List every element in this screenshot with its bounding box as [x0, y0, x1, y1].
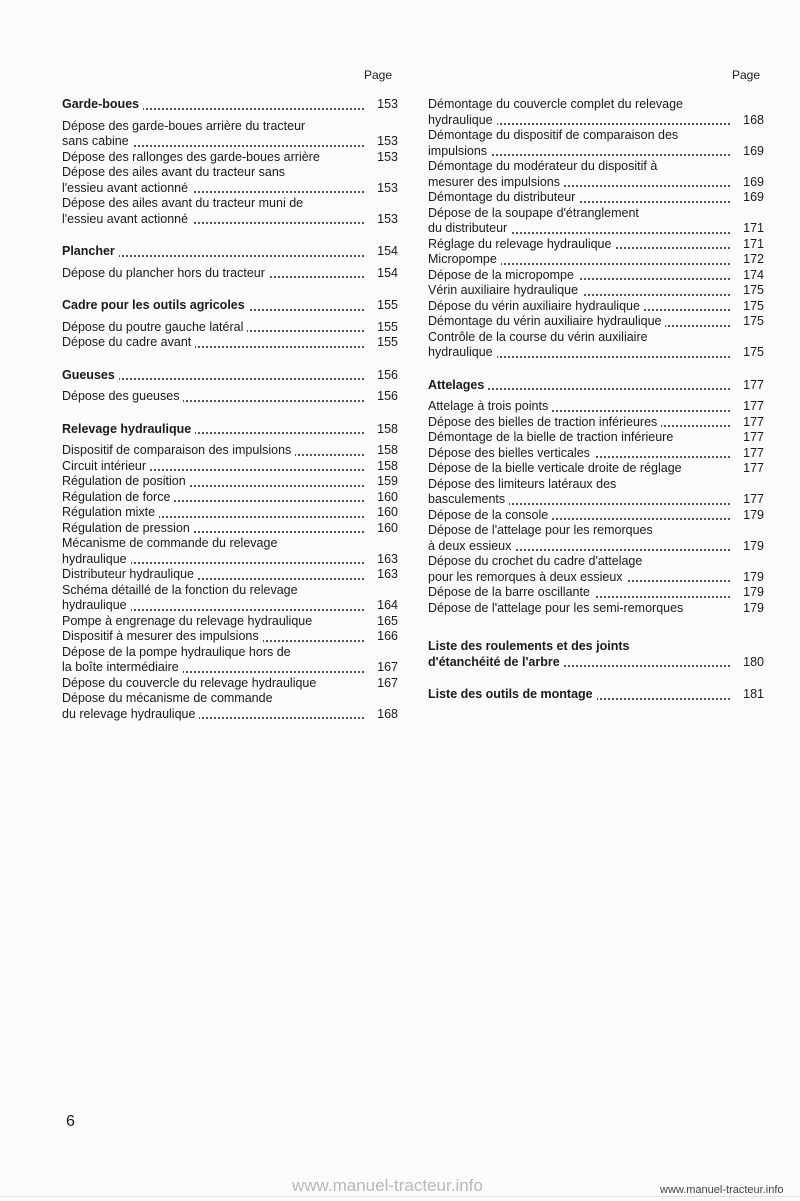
toc-entry-text: Démontage du distributeur — [428, 190, 579, 204]
toc-section-heading — [62, 422, 398, 438]
toc-entry-page: 177 — [743, 430, 764, 444]
toc-entry — [428, 221, 764, 237]
toc-entry — [62, 443, 398, 459]
toc-entry-text: Dépose des garde-boues arrière du tracteur — [62, 119, 309, 133]
toc-entry-text: Régulation mixte — [62, 505, 159, 519]
page-number: 6 — [66, 1113, 75, 1130]
toc-entry-text: hydraulique — [428, 345, 497, 359]
toc-entry-text: Dépose de la pompe hydraulique hors de — [62, 645, 295, 659]
toc-entry — [62, 567, 398, 583]
toc-entry-page: 174 — [743, 267, 764, 282]
toc-entry-page: 153 — [377, 180, 398, 195]
toc-entry-page: 160 — [377, 489, 398, 504]
toc-entry-page: 155 — [377, 319, 398, 334]
toc-entry-page: 156 — [377, 367, 398, 382]
toc-entry-text: Démontage du modérateur du dispositif à — [428, 159, 661, 173]
toc-entry-title — [62, 196, 364, 212]
toc-entry-text: Dispositif à mesurer des impulsions — [62, 629, 263, 643]
toc-entry-text: Régulation de position — [62, 474, 190, 488]
toc-entry-page: 175 — [743, 298, 764, 313]
toc-entry-text: Relevage hydraulique — [62, 422, 195, 436]
toc-entry-title — [428, 477, 730, 493]
toc-entry-title — [428, 268, 730, 284]
toc-entry-text: Mécanisme de commande du relevage — [62, 536, 281, 550]
toc-section-heading — [62, 368, 398, 384]
toc-section-heading — [428, 687, 764, 703]
toc-entry-text: Garde-boues — [62, 97, 143, 111]
toc-entry-title — [62, 165, 364, 181]
toc-entry — [428, 206, 764, 222]
toc-entry-text: d'étanchéité de l'arbre — [428, 655, 564, 669]
toc-entry-page: 169 — [743, 174, 764, 189]
toc-entry-title — [62, 536, 364, 552]
toc-entry-text: hydraulique — [62, 552, 131, 566]
toc-entry — [428, 539, 764, 555]
toc-entry-page: 168 — [743, 112, 764, 127]
toc-entry-title — [428, 97, 730, 113]
toc-entry-page: 172 — [743, 252, 764, 266]
toc-entry — [428, 113, 764, 129]
toc-left-entries — [62, 97, 398, 722]
toc-section-heading — [428, 639, 764, 655]
toc-entry — [62, 536, 398, 552]
toc-entry-page: 163 — [377, 551, 398, 566]
toc-entry-text: Vérin auxiliaire hydraulique — [428, 283, 582, 297]
toc-section-heading — [62, 244, 398, 260]
toc-entry — [428, 97, 764, 113]
toc-entry-page: 179 — [743, 600, 764, 615]
toc-entry-text: Dépose du poutre gauche latéral — [62, 320, 247, 334]
toc-entry-title — [62, 443, 364, 459]
toc-entry-text: Dépose de la barre oscillante — [428, 585, 594, 599]
footer-rule — [0, 1196, 800, 1197]
toc-entry — [62, 212, 398, 228]
toc-entry-page: 155 — [377, 335, 398, 349]
toc-entry — [62, 676, 398, 692]
toc-entry-title — [62, 150, 364, 166]
page-column-header: Page — [731, 68, 760, 82]
toc-entry-title — [428, 175, 730, 191]
toc-entry-text: hydraulique — [428, 113, 497, 127]
toc-entry-title — [62, 614, 364, 630]
toc-entry-text: Démontage de la bielle de traction inférieure — [428, 430, 677, 444]
toc-entry-text: Cadre pour les outils agricoles — [62, 298, 249, 312]
toc-entry-page: 175 — [743, 283, 764, 297]
toc-entry-title — [428, 314, 730, 330]
toc-entry-page: 167 — [377, 675, 398, 690]
toc-entry-title — [428, 330, 730, 346]
toc-entry-text: Dépose des bielles de traction inférieures — [428, 415, 661, 429]
toc-section-heading — [428, 655, 764, 671]
toc-entry-title — [62, 459, 364, 475]
toc-entry — [428, 430, 764, 446]
toc-spacer — [62, 227, 398, 244]
toc-entry-text: Dépose de l'attelage pour les remorques — [428, 523, 657, 537]
toc-entry-text: Dépose du vérin auxiliaire hydraulique — [428, 299, 644, 313]
toc-entry — [428, 252, 764, 268]
toc-entry — [428, 492, 764, 508]
toc-entry — [62, 645, 398, 661]
toc-entry-page: 175 — [743, 345, 764, 359]
toc-entry-page: 156 — [377, 389, 398, 403]
toc-entry — [62, 490, 398, 506]
toc-entry-page: 163 — [377, 567, 398, 581]
toc-entry-text: Distributeur hydraulique — [62, 567, 198, 581]
toc-entry-title — [428, 221, 730, 237]
toc-entry — [428, 128, 764, 144]
toc-entry — [428, 523, 764, 539]
toc-entry-page: 167 — [377, 660, 398, 674]
toc-entry-page: 153 — [377, 97, 398, 111]
toc-entry-text: Dépose de la console — [428, 508, 552, 522]
toc-entry-title — [428, 128, 730, 144]
toc-entry-page: 154 — [377, 265, 398, 280]
toc-entry-title — [428, 283, 730, 299]
toc-entry-title — [428, 639, 730, 655]
toc-entry — [62, 598, 398, 614]
toc-entry — [428, 477, 764, 493]
toc-entry-title — [62, 505, 364, 521]
toc-entry-title — [428, 252, 730, 268]
toc-entry — [62, 266, 398, 282]
toc-entry-title — [428, 508, 730, 524]
toc-entry-title — [428, 554, 730, 570]
toc-entry-title — [62, 552, 364, 568]
toc-entry-page: 169 — [743, 190, 764, 204]
toc-entry — [428, 399, 764, 415]
toc-entry-text: Régulation de pression — [62, 521, 194, 535]
toc-entry-title — [62, 676, 364, 692]
toc-entry-title — [62, 119, 364, 135]
toc-entry-text: Plancher — [62, 244, 119, 258]
toc-entry-page: 171 — [743, 221, 764, 235]
toc-entry-text: la boîte intermédiaire — [62, 660, 183, 674]
toc-entry-text: Dépose du plancher hors du tracteur — [62, 266, 269, 280]
toc-entry-title — [62, 598, 364, 614]
toc-entry — [62, 521, 398, 537]
toc-entry-text: Dépose de la soupape d'étranglement — [428, 206, 643, 220]
toc-entry — [62, 614, 398, 630]
toc-entry-text: mesurer des impulsions — [428, 175, 564, 189]
toc-entry — [428, 283, 764, 299]
toc-entry-title — [428, 687, 730, 703]
toc-entry-title — [62, 134, 364, 150]
toc-entry-title — [62, 422, 364, 438]
toc-entry-page: 181 — [743, 687, 764, 701]
toc-entry-title — [428, 206, 730, 222]
toc-entry-text: Dépose du couvercle du relevage hydraulique — [62, 676, 320, 690]
toc-entry-text: Liste des roulements et des joints — [428, 639, 633, 653]
toc-entry-title — [428, 601, 730, 617]
toc-entry-title — [62, 660, 364, 676]
toc-entry-page: 153 — [377, 134, 398, 148]
toc-entry-text: impulsions — [428, 144, 491, 158]
toc-entry-text: Démontage du dispositif de comparaison des — [428, 128, 682, 142]
toc-entry — [428, 461, 764, 477]
toc-entry-text: Dépose des bielles verticales — [428, 446, 594, 460]
toc-entry-title — [428, 446, 730, 462]
toc-entry — [428, 345, 764, 361]
toc-right-entries — [428, 97, 764, 703]
toc-entry-page: 168 — [377, 706, 398, 721]
toc-entry — [428, 554, 764, 570]
toc-entry-text: Gueuses — [62, 368, 119, 382]
toc-entry — [428, 508, 764, 524]
toc-entry-text: du relevage hydraulique — [62, 707, 199, 721]
toc-entry — [428, 446, 764, 462]
toc-entry-title — [62, 583, 364, 599]
page-column-header: Page — [363, 68, 392, 82]
toc-entry-text: Liste des outils de montage — [428, 687, 597, 701]
toc-entry — [428, 299, 764, 315]
toc-entry-title — [428, 399, 730, 415]
toc-entry-page: 154 — [377, 244, 398, 258]
toc-entry-page: 179 — [743, 507, 764, 522]
toc-entry-page: 158 — [377, 421, 398, 436]
toc-entry-title — [62, 181, 364, 197]
toc-entry — [62, 134, 398, 150]
toc-entry — [62, 150, 398, 166]
toc-entry-page: 166 — [377, 629, 398, 643]
toc-entry-page: 160 — [377, 505, 398, 519]
toc-entry-text: Pompe à engrenage du relevage hydraulique — [62, 614, 316, 628]
toc-entry — [62, 583, 398, 599]
toc-entry-text: Dépose de l'attelage pour les semi-remorques — [428, 601, 687, 615]
toc-spacer — [428, 361, 764, 378]
toc-entry-page: 158 — [377, 443, 398, 457]
toc-entry-title — [428, 378, 730, 394]
toc-entry-text: Dépose des rallonges des garde-boues arrière — [62, 150, 324, 164]
toc-entry-page: 153 — [377, 211, 398, 226]
toc-entry-title — [428, 539, 730, 555]
toc-entry-text: Démontage du couvercle complet du relevage — [428, 97, 687, 111]
toc-entry — [428, 144, 764, 160]
toc-entry-title — [62, 368, 364, 384]
toc-entry-text: Dépose de la bielle verticale droite de réglage — [428, 461, 686, 475]
toc-entry-text: Dépose des ailes avant du tracteur sans — [62, 165, 289, 179]
watermark-right: www.manuel-tracteur.info — [660, 1184, 784, 1196]
toc-entry-text: pour les remorques à deux essieux — [428, 570, 627, 584]
toc-entry-text: Dépose des ailes avant du tracteur muni de — [62, 196, 307, 210]
toc-entry-page: 171 — [743, 236, 764, 251]
toc-entry-page: 177 — [743, 399, 764, 413]
toc-entry-text: Réglage du relevage hydraulique — [428, 237, 615, 251]
toc-entry-text: Régulation de force — [62, 490, 174, 504]
toc-entry-page: 160 — [377, 520, 398, 535]
toc-entry-text: à deux essieux — [428, 539, 515, 553]
toc-entry — [428, 570, 764, 586]
toc-entry-page: 177 — [743, 445, 764, 460]
toc-entry-title — [428, 345, 730, 361]
toc-entry-text: Circuit intérieur — [62, 459, 150, 473]
toc-entry-title — [62, 521, 364, 537]
toc-spacer — [62, 405, 398, 422]
toc-entry — [62, 119, 398, 135]
toc-entry-page: 177 — [743, 414, 764, 429]
toc-entry-page: 159 — [377, 474, 398, 488]
toc-entry-page: 177 — [743, 461, 764, 475]
toc-entry — [62, 629, 398, 645]
toc-entry-text: Schéma détaillé de la fonction du relevage — [62, 583, 302, 597]
toc-entry — [62, 552, 398, 568]
toc-entry-text: l'essieu avant actionné — [62, 181, 192, 195]
toc-section-heading — [428, 378, 764, 394]
toc-entry — [428, 601, 764, 617]
toc-entry-title — [62, 389, 364, 405]
toc-entry-title — [428, 585, 730, 601]
toc-entry-page: 177 — [743, 492, 764, 506]
toc-entry-text: Dépose des limiteurs latéraux des — [428, 477, 620, 491]
toc-section-heading — [62, 97, 398, 113]
toc-entry-page: 179 — [743, 569, 764, 584]
toc-entry-title — [62, 244, 364, 260]
toc-entry — [62, 459, 398, 475]
toc-entry — [62, 660, 398, 676]
toc-entry-title — [62, 629, 364, 645]
toc-entry-title — [428, 523, 730, 539]
toc-spacer — [62, 351, 398, 368]
toc-entry — [428, 190, 764, 206]
toc-entry — [428, 268, 764, 284]
toc-entry — [62, 320, 398, 336]
toc-entry — [428, 175, 764, 191]
toc-entry-text: Dispositif de comparaison des impulsions — [62, 443, 295, 457]
toc-entry — [428, 159, 764, 175]
toc-entry — [62, 196, 398, 212]
toc-entry-text: sans cabine — [62, 134, 133, 148]
toc-entry-title — [428, 113, 730, 129]
toc-entry-page: 175 — [743, 314, 764, 328]
toc-entry-page: 155 — [377, 298, 398, 312]
toc-entry-title — [62, 212, 364, 228]
toc-entry-text: hydraulique — [62, 598, 131, 612]
toc-entry-page: 165 — [377, 613, 398, 628]
toc-entry-text: Attelage à trois points — [428, 399, 552, 413]
toc-entry-page: 180 — [743, 654, 764, 669]
toc-spacer — [428, 616, 764, 633]
toc-entry-text: Dépose du crochet du cadre d'attelage — [428, 554, 646, 568]
toc-entry — [428, 330, 764, 346]
toc-entry-text: l'essieu avant actionné — [62, 212, 192, 226]
toc-entry-page: 169 — [743, 143, 764, 158]
toc-entry-page: 164 — [377, 598, 398, 612]
toc-entry-page: 153 — [377, 149, 398, 164]
toc-entry — [62, 165, 398, 181]
toc-entry — [62, 389, 398, 405]
toc-entry-title — [428, 190, 730, 206]
toc-entry-text: Attelages — [428, 378, 488, 392]
toc-entry-title — [428, 655, 730, 671]
toc-entry-title — [428, 159, 730, 175]
toc-entry-title — [428, 430, 730, 446]
toc-entry-title — [62, 298, 364, 314]
toc-entry — [62, 181, 398, 197]
toc-entry — [428, 585, 764, 601]
toc-section-heading — [62, 298, 398, 314]
toc-entry-text: Dépose du cadre avant — [62, 335, 195, 349]
toc-entry — [62, 335, 398, 351]
toc-entry-page: 179 — [743, 538, 764, 553]
toc-entry-title — [428, 237, 730, 253]
toc-entry-text: Démontage du vérin auxiliaire hydraulique — [428, 314, 665, 328]
toc-entry-text: basculements — [428, 492, 509, 506]
toc-entry-title — [62, 320, 364, 336]
toc-entry-title — [62, 97, 364, 113]
toc-entry-title — [62, 474, 364, 490]
toc-entry-text: du distributeur — [428, 221, 511, 235]
toc-entry-title — [62, 691, 364, 707]
toc-entry — [62, 474, 398, 490]
toc-entry-title — [428, 299, 730, 315]
toc-entry-text: Micropompe — [428, 252, 501, 266]
toc-spacer — [428, 670, 764, 687]
toc-entry-title — [62, 490, 364, 506]
toc-entry — [428, 314, 764, 330]
toc-entry — [62, 707, 398, 723]
toc-spacer — [62, 281, 398, 298]
toc-entry — [62, 505, 398, 521]
toc-entry-title — [428, 461, 730, 477]
toc-entry-title — [428, 570, 730, 586]
toc-entry-text: Dépose du mécanisme de commande — [62, 691, 277, 705]
toc-entry-title — [62, 645, 364, 661]
toc-entry — [428, 237, 764, 253]
toc-entry — [428, 415, 764, 431]
toc-entry-title — [62, 567, 364, 583]
toc-entry-title — [62, 335, 364, 351]
toc-entry-text: Contrôle de la course du vérin auxiliaire — [428, 330, 652, 344]
toc-entry-text: Dépose des gueuses — [62, 389, 183, 403]
toc-entry-title — [428, 492, 730, 508]
toc-entry-page: 177 — [743, 377, 764, 392]
toc-entry-page: 179 — [743, 585, 764, 599]
toc-entry-text: Dépose de la micropompe — [428, 268, 578, 282]
toc-entry-title — [62, 707, 364, 723]
toc-entry — [62, 691, 398, 707]
toc-entry-page: 158 — [377, 458, 398, 473]
toc-entry-title — [428, 415, 730, 431]
toc-entry-title — [428, 144, 730, 160]
watermark-center: www.manuel-tracteur.info — [292, 1176, 483, 1195]
toc-entry-title — [62, 266, 364, 282]
